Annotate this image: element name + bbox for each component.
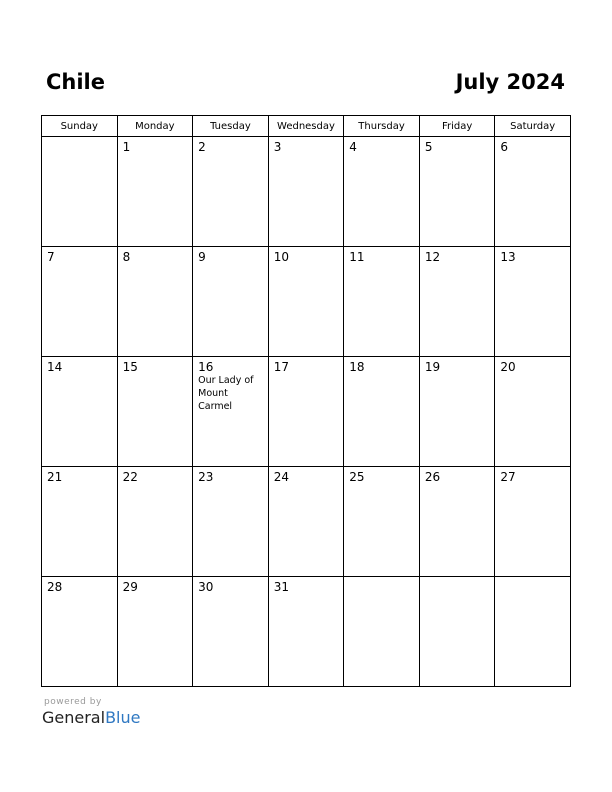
day-number: 23 (198, 470, 214, 484)
day-number: 13 (500, 250, 516, 264)
day-number: 12 (424, 250, 441, 264)
day-number: 17 (273, 360, 289, 374)
day-number: 7 (47, 250, 55, 264)
day-number: 30 (198, 580, 214, 594)
brand-general-text: General (42, 708, 106, 727)
day-cell (419, 467, 495, 577)
day-cell (42, 577, 118, 687)
day-cell (419, 577, 495, 687)
weekday-header: Thursday (344, 116, 420, 137)
day-cell (193, 577, 269, 687)
day-number: 6 (500, 140, 509, 154)
day-cell (495, 247, 571, 357)
week-row (42, 357, 571, 467)
brand-logo[interactable] (42, 708, 140, 727)
day-number: 31 (273, 580, 289, 594)
day-cell (42, 137, 118, 247)
day-cell (419, 357, 495, 467)
day-cell (193, 247, 269, 357)
day-number: 26 (424, 470, 441, 484)
day-number (344, 577, 419, 580)
day-cell (117, 137, 193, 247)
week-row (42, 247, 571, 357)
day-number: 18 (349, 360, 365, 374)
powered-by-label: powered by (44, 697, 102, 707)
day-cell (268, 357, 344, 467)
day-number (420, 577, 495, 580)
day-cell (193, 137, 269, 247)
day-cell (344, 247, 420, 357)
day-cell (193, 357, 269, 467)
day-cell (117, 467, 193, 577)
day-number: 8 (122, 250, 131, 264)
weekday-header: Wednesday (268, 116, 344, 137)
day-number: 10 (273, 250, 289, 264)
day-number: 21 (47, 470, 63, 484)
day-number: 28 (47, 580, 63, 594)
day-cell (117, 247, 193, 357)
calendar-grid (41, 115, 571, 687)
country-title: Chile (46, 70, 106, 94)
day-number: 14 (47, 360, 63, 374)
weekday-header-row (42, 116, 571, 137)
weekday-header: Saturday (495, 116, 571, 137)
day-cell (42, 357, 118, 467)
weekday-header: Friday (419, 116, 495, 137)
day-number: 5 (424, 140, 433, 154)
holiday-label: Our Lady of Mount Carmel (198, 375, 254, 412)
day-cell (42, 247, 118, 357)
day-cell (117, 577, 193, 687)
day-cell (193, 467, 269, 577)
day-cell (495, 577, 571, 687)
day-number (495, 577, 570, 580)
month-year-title: July 2024 (455, 70, 565, 94)
day-number: 2 (198, 140, 206, 154)
week-row (42, 467, 571, 577)
day-number: 16 (198, 360, 214, 374)
day-cell (268, 247, 344, 357)
day-cell (344, 577, 420, 687)
day-number: 29 (122, 580, 138, 594)
day-cell (344, 357, 420, 467)
brand-blue-text: Blue (105, 708, 141, 727)
day-cell (495, 137, 571, 247)
day-number: 4 (349, 140, 357, 154)
day-number (42, 137, 117, 140)
day-number: 3 (273, 140, 282, 154)
day-number: 1 (122, 140, 131, 154)
day-cell (344, 467, 420, 577)
day-number: 25 (349, 470, 365, 484)
week-row (42, 137, 571, 247)
day-cell (268, 467, 344, 577)
day-cell (268, 137, 344, 247)
day-number: 9 (198, 250, 206, 264)
week-row (42, 577, 571, 687)
day-cell (495, 467, 571, 577)
day-cell (42, 467, 118, 577)
day-cell (117, 357, 193, 467)
day-cell (495, 357, 571, 467)
day-number: 27 (500, 470, 516, 484)
day-number: 11 (349, 250, 365, 264)
day-number: 22 (122, 470, 138, 484)
day-number: 15 (122, 360, 138, 374)
day-number: 19 (424, 360, 441, 374)
weekday-header: Tuesday (193, 116, 269, 137)
weekday-header: Sunday (42, 116, 118, 137)
day-cell (344, 137, 420, 247)
day-number: 24 (273, 470, 289, 484)
day-cell (419, 247, 495, 357)
weekday-header: Monday (117, 116, 193, 137)
day-number: 20 (500, 360, 516, 374)
day-cell (419, 137, 495, 247)
day-cell (268, 577, 344, 687)
